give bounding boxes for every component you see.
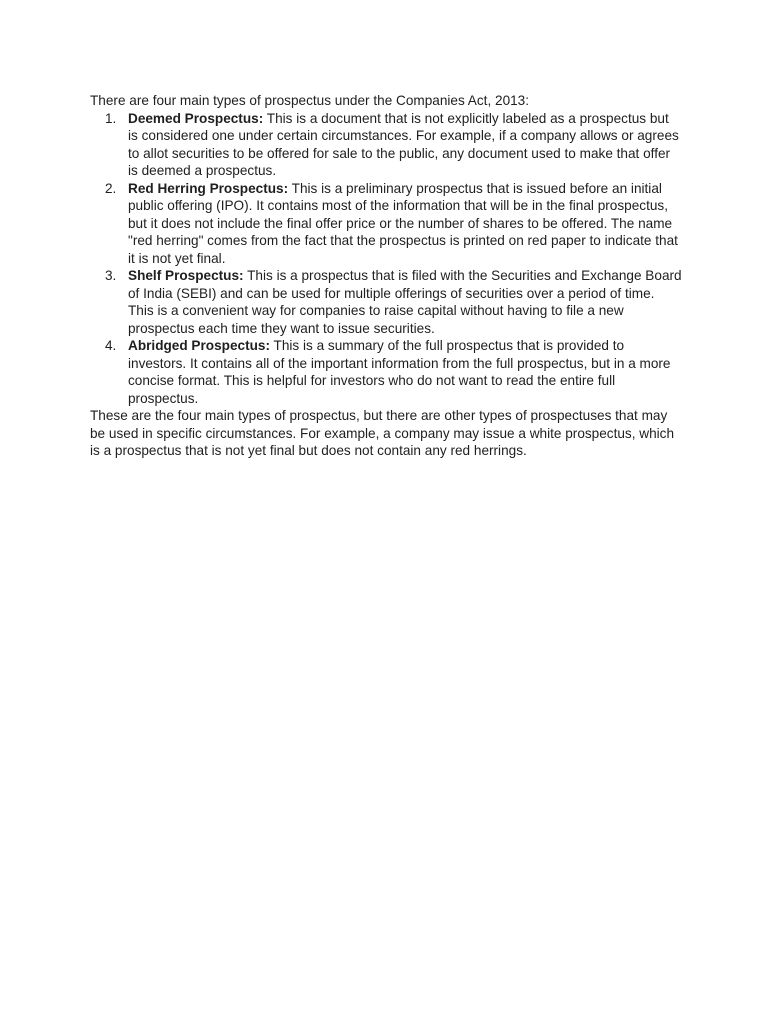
list-item [90,337,682,407]
list-item-term: Red Herring Prospectus: [128,180,289,196]
list-item-text: This is a preliminary prospectus that is issued before an initial public offering (IPO). It contains most of the information that will be in the final prospectus, but it does not include the final offer price or the number of shares to be offered. The name "red herring" comes from the fact that the prospectus is printed on red paper to indicate that it is not yet final. [128,180,678,266]
list-item [90,110,682,180]
list-item-number: 1. [105,110,117,126]
outro-paragraph: These are the four main types of prospectus, but there are other types of prospectuses that may be used in specific circumstances. For example, a company may issue a white prospectus, which is a prospectus that is not yet final but does not contain any red herrings. [90,408,675,458]
list-item-number: 4. [105,338,117,353]
list-item-term: Shelf Prospectus: [128,268,244,283]
list-item-term: Abridged Prospectus: [128,338,270,353]
intro-paragraph: There are four main types of prospectus under the Companies Act, 2013: [90,93,530,108]
document-page [90,92,682,460]
list-item-number: 3. [105,268,117,283]
list-item-text: This is a document that is not explicitly labeled as a prospectus but is considered one under certain circumstances. For example, if a company allows or agrees to allot securities to be offered for sale to the public, any document used to make that offer is deemed a prospectus. [128,110,679,178]
list-item [90,267,682,337]
list-item-term: Deemed Prospectus: [128,110,264,126]
prospectus-types-list [90,110,682,408]
list-item-text: This is a summary of the full prospectus that is provided to investors. It contains all of the important information from the full prospectus, but in a more concise format. This is helpful for investors who do not want to read the entire full prospectus. [128,338,671,406]
list-item-number: 2. [105,180,117,196]
list-item [90,180,682,268]
list-item-text: This is a prospectus that is filed with the Securities and Exchange Board of India (SEBI) and can be used for multiple offerings of securities over a period of time. This is a convenient way for companies to raise capital without having to file a new prospectus each time they want to issue securities. [128,268,682,336]
